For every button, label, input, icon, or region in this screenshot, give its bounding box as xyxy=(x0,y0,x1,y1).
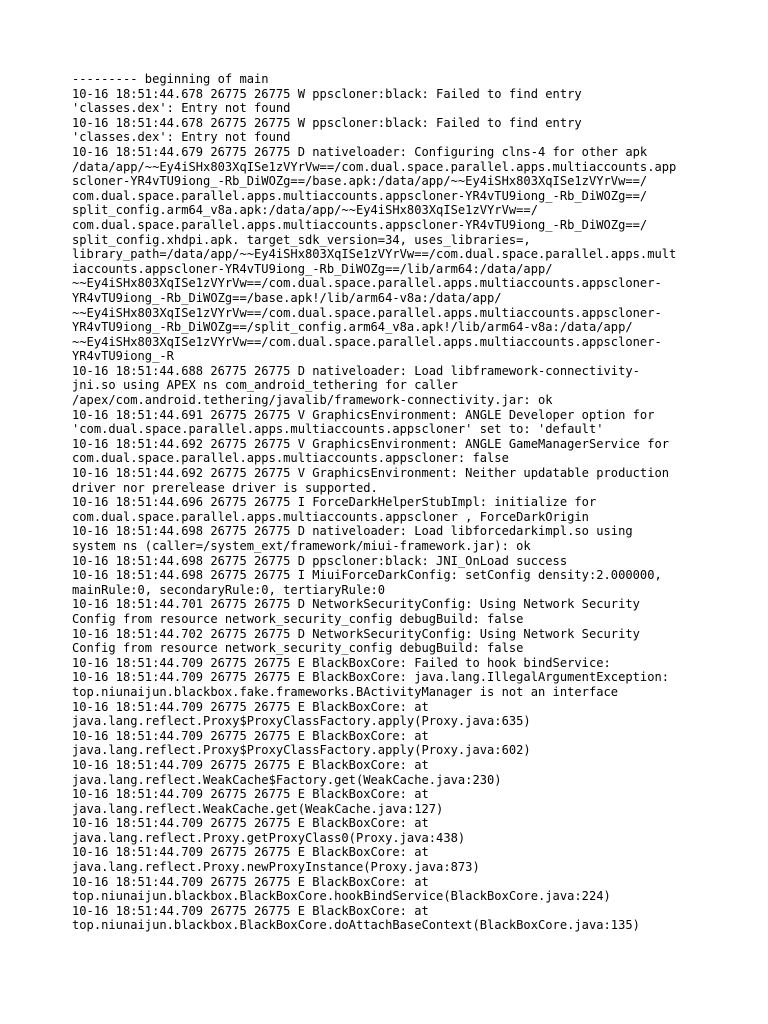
log-line: split_config.arm64_v8a.apk:/data/app/~~Ey4iSHx803XqISe1zVYrVw==/ xyxy=(72,203,538,218)
log-line: ~~Ey4iSHx803XqISe1zVYrVw==/com.dual.space.parallel.apps.multiaccounts.appscloner- xyxy=(72,276,662,291)
log-line: com.dual.space.parallel.apps.multiaccounts.appscloner: false xyxy=(72,451,509,466)
log-line: split_config.xhdpi.apk. target_sdk_version=34, uses_libraries=, xyxy=(72,232,531,247)
log-line: YR4vTU9iong_-Rb_DiWOZg==/split_config.arm64_v8a.apk!/lib/arm64-v8a:/data/app/ xyxy=(72,320,633,335)
document-page xyxy=(72,72,712,933)
log-line: 10-16 18:51:44.679 26775 26775 D nativeloader: Configuring clns-4 for other apk xyxy=(72,144,648,159)
log-line: 10-16 18:51:44.701 26775 26775 D NetworkSecurityConfig: Using Network Security xyxy=(72,597,640,612)
log-line: 10-16 18:51:44.696 26775 26775 I ForceDarkHelperStubImpl: initialize for xyxy=(72,495,597,510)
log-line: 10-16 18:51:44.698 26775 26775 I MiuiForceDarkConfig: setConfig density:2.000000, xyxy=(72,568,662,583)
log-line: scloner-YR4vTU9iong_-Rb_DiWOZg==/base.apk:/data/app/~~Ey4iSHx803XqISe1zVYrVw==/ xyxy=(72,174,648,189)
log-line: /apex/com.android.tethering/javalib/framework-connectivity.jar: ok xyxy=(72,393,553,408)
log-line: java.lang.reflect.WeakCache$Factory.get(WeakCache.java:230) xyxy=(72,772,502,787)
log-line: system ns (caller=/system_ext/framework/miui-framework.jar): ok xyxy=(72,539,531,553)
log-line: 10-16 18:51:44.709 26775 26775 E BlackBoxCore: at xyxy=(72,845,429,860)
log-line: YR4vTU9iong_-Rb_DiWOZg==/base.apk!/lib/arm64-v8a:/data/app/ xyxy=(72,290,502,305)
log-line: --------- beginning of main xyxy=(72,72,269,86)
log-line: ~~Ey4iSHx803XqISe1zVYrVw==/com.dual.space.parallel.apps.multiaccounts.appscloner- xyxy=(72,305,662,320)
log-line: 10-16 18:51:44.709 26775 26775 E BlackBoxCore: at xyxy=(72,787,429,802)
log-line: com.dual.space.parallel.apps.multiaccounts.appscloner-YR4vTU9iong_-Rb_DiWOZg==/ xyxy=(72,217,648,232)
log-line: /data/app/~~Ey4iSHx803XqISe1zVYrVw==/com.dual.space.parallel.apps.multiaccounts.app xyxy=(72,159,677,174)
log-line: YR4vTU9iong_-R xyxy=(72,349,174,364)
log-line: java.lang.reflect.Proxy$ProxyClassFactory.apply(Proxy.java:602) xyxy=(72,743,531,758)
log-line: mainRule:0, secondaryRule:0, tertiaryRule:0 xyxy=(72,582,386,597)
log-line: 10-16 18:51:44.678 26775 26775 W ppscloner:black: Failed to find entry xyxy=(72,86,582,101)
log-line: top.niunaijun.blackbox.BlackBoxCore.doAttachBaseContext(BlackBoxCore.java:135) xyxy=(72,918,640,933)
log-line: com.dual.space.parallel.apps.multiaccounts.appscloner-YR4vTU9iong_-Rb_DiWOZg==/ xyxy=(72,188,648,203)
log-line: 10-16 18:51:44.709 26775 26775 E BlackBoxCore: at xyxy=(72,699,429,714)
log-line: 10-16 18:51:44.709 26775 26775 E BlackBoxCore: at xyxy=(72,757,429,772)
log-line: 10-16 18:51:44.709 26775 26775 E BlackBoxCore: at xyxy=(72,874,429,889)
log-line: 10-16 18:51:44.688 26775 26775 D nativeloader: Load libframework-connectivity- xyxy=(72,363,640,378)
log-line: 10-16 18:51:44.709 26775 26775 E BlackBoxCore: at xyxy=(72,728,429,743)
log-line: iaccounts.appscloner-YR4vTU9iong_-Rb_DiWOZg==/lib/arm64:/data/app/ xyxy=(72,261,553,276)
log-line: Config from resource network_security_config debugBuild: false xyxy=(72,611,524,626)
log-line: library_path=/data/app/~~Ey4iSHx803XqISe1zVYrVw==/com.dual.space.parallel.apps.mult xyxy=(72,247,677,262)
log-line: 10-16 18:51:44.702 26775 26775 D NetworkSecurityConfig: Using Network Security xyxy=(72,626,640,641)
log-line: 'com.dual.space.parallel.apps.multiaccounts.appscloner' set to: 'default' xyxy=(72,422,604,437)
log-line: 10-16 18:51:44.709 26775 26775 E BlackBoxCore: java.lang.IllegalArgumentException: xyxy=(72,670,670,685)
log-line: 'classes.dex': Entry not found xyxy=(72,130,291,145)
log-line: java.lang.reflect.Proxy.getProxyClass0(Proxy.java:438) xyxy=(72,830,466,845)
log-line: 10-16 18:51:44.698 26775 26775 D ppscloner:black: JNI_OnLoad success xyxy=(72,553,568,568)
log-line: driver nor prerelease driver is supported. xyxy=(72,480,378,495)
log-line: 'classes.dex': Entry not found xyxy=(72,101,291,116)
log-line: java.lang.reflect.WeakCache.get(WeakCache.java:127) xyxy=(72,801,444,816)
log-line: 10-16 18:51:44.678 26775 26775 W ppscloner:black: Failed to find entry xyxy=(72,115,582,130)
log-line: 10-16 18:51:44.709 26775 26775 E BlackBoxCore: at xyxy=(72,816,429,831)
log-line: 10-16 18:51:44.692 26775 26775 V GraphicsEnvironment: Neither updatable production xyxy=(72,466,670,481)
log-line: top.niunaijun.blackbox.fake.frameworks.BActivityManager is not an interface xyxy=(72,684,619,699)
log-line: ~~Ey4iSHx803XqISe1zVYrVw==/com.dual.space.parallel.apps.multiaccounts.appscloner- xyxy=(72,334,662,349)
log-line: Config from resource network_security_config debugBuild: false xyxy=(72,641,524,656)
log-line: 10-16 18:51:44.691 26775 26775 V GraphicsEnvironment: ANGLE Developer option for xyxy=(72,407,655,422)
log-line: java.lang.reflect.Proxy$ProxyClassFactory.apply(Proxy.java:635) xyxy=(72,714,531,729)
log-line: 10-16 18:51:44.692 26775 26775 V GraphicsEnvironment: ANGLE GameManagerService for xyxy=(72,436,670,451)
log-line: jni.so using APEX ns com_android_tethering for caller xyxy=(72,378,458,393)
log-line: top.niunaijun.blackbox.BlackBoxCore.hookBindService(BlackBoxCore.java:224) xyxy=(72,889,611,904)
log-line: com.dual.space.parallel.apps.multiaccounts.appscloner , ForceDarkOrigin xyxy=(72,509,589,524)
logcat-output xyxy=(72,72,712,933)
log-line: java.lang.reflect.Proxy.newProxyInstance(Proxy.java:873) xyxy=(72,860,480,875)
log-line: 10-16 18:51:44.698 26775 26775 D nativeloader: Load libforcedarkimpl.so using xyxy=(72,524,633,539)
log-line: 10-16 18:51:44.709 26775 26775 E BlackBoxCore: at xyxy=(72,903,429,918)
log-line: 10-16 18:51:44.709 26775 26775 E BlackBoxCore: Failed to hook bindService: xyxy=(72,655,611,670)
